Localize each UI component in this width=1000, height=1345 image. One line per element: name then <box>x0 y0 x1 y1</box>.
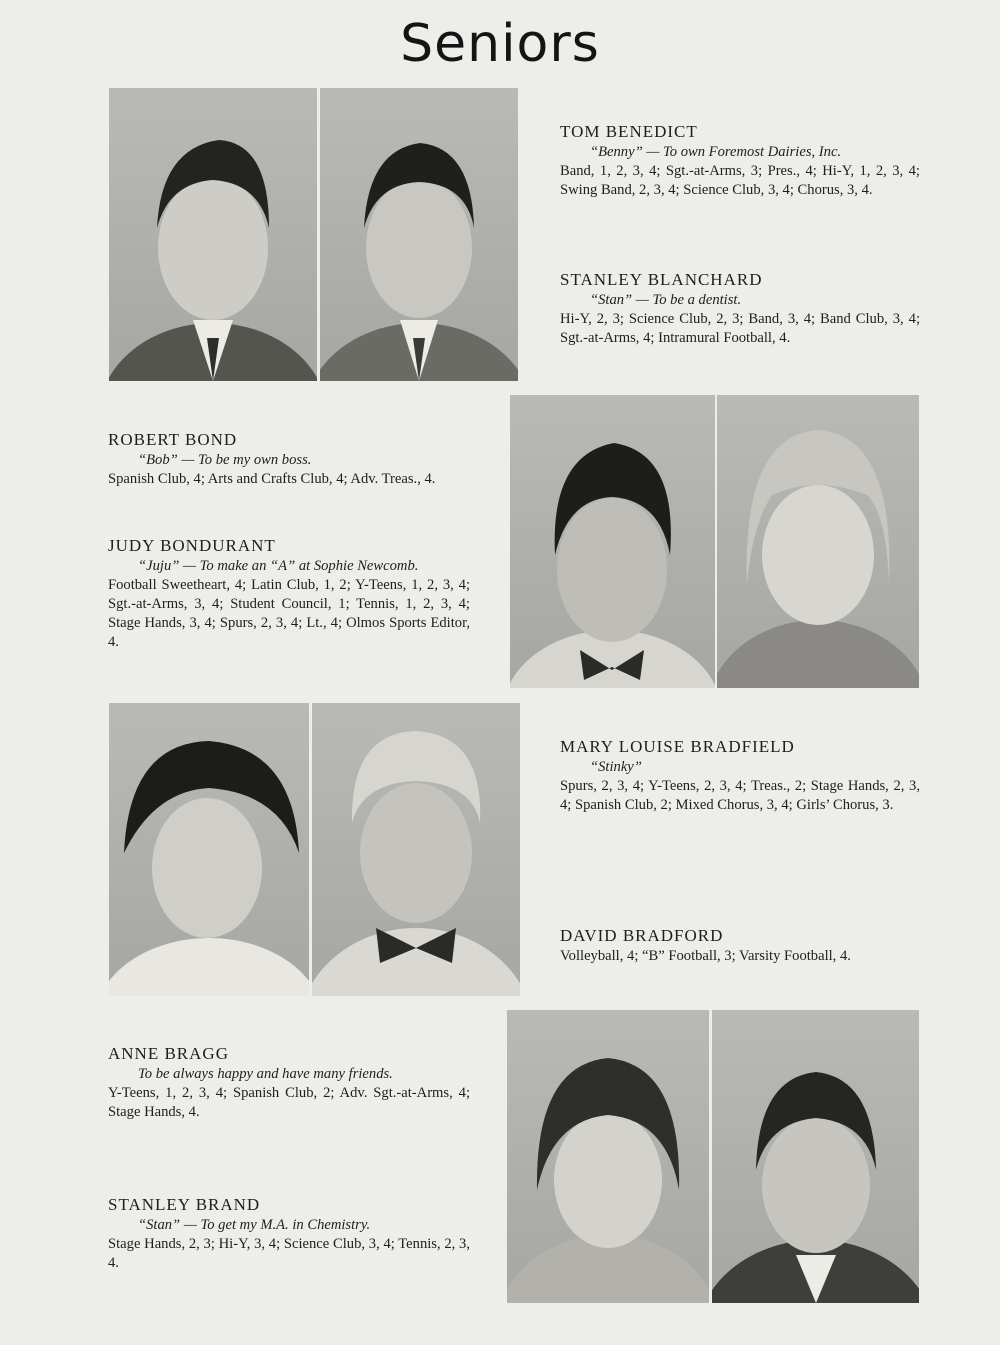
portrait-tom-benedict <box>109 88 317 381</box>
senior-quote: “Stan” — To be a dentist. <box>590 292 742 308</box>
senior-quote: “Benny” — To own Foremost Dairies, Inc. <box>590 144 842 160</box>
senior-activities: Spanish Club, 4; Arts and Crafts Club, 4; Adv. Treas., 4. <box>108 471 436 487</box>
portrait-robert-bond <box>510 395 715 688</box>
senior-activities: Band, 1, 2, 3, 4; Sgt.-at-Arms, 3; Pres., 4; Hi-Y, 1, 2, 3, 4; Swing Band, 2, 3, 4; Science Club, 3, 4; Chorus, 3, 4. <box>560 163 920 198</box>
senior-entry <box>108 1195 470 1273</box>
senior-activities: Volleyball, 4; “B” Football, 3; Varsity Football, 4. <box>560 948 851 964</box>
senior-quote: “Stinky” <box>590 759 642 775</box>
senior-activities: Football Sweetheart, 4; Latin Club, 1, 2; Y-Teens, 1, 2, 3, 4; Sgt.-at-Arms, 3, 4; Student Council, 1; Tennis, 1, 2, 3, 4; Stage Hands, 3, 4; Spurs, 2, 3, 4; Lt., 4; Olmos Sports Editor, 4. <box>108 577 470 650</box>
senior-entry <box>560 270 920 348</box>
senior-name: TOM BENEDICT <box>560 122 698 141</box>
senior-quote: To be always happy and have many friends. <box>138 1066 393 1082</box>
portrait-stanley-blanchard <box>320 88 518 381</box>
senior-quote: “Bob” — To be my own boss. <box>138 452 312 468</box>
senior-activities: Stage Hands, 2, 3; Hi-Y, 3, 4; Science Club, 3, 4; Tennis, 2, 3, 4. <box>108 1236 470 1271</box>
senior-activities: Y-Teens, 1, 2, 3, 4; Spanish Club, 2; Adv. Sgt.-at-Arms, 4; Stage Hands, 4. <box>108 1085 470 1120</box>
senior-activities: Hi-Y, 2, 3; Science Club, 2, 3; Band, 3, 4; Band Club, 3, 4; Sgt.-at-Arms, 4; Intramural Football, 4. <box>560 311 920 346</box>
senior-name: STANLEY BLANCHARD <box>560 270 763 289</box>
senior-name: STANLEY BRAND <box>108 1195 261 1214</box>
senior-entry <box>560 122 920 200</box>
senior-entry <box>108 536 470 652</box>
senior-entry <box>108 430 470 489</box>
page-title: Seniors <box>400 14 600 74</box>
senior-activities: Spurs, 2, 3, 4; Y-Teens, 2, 3, 4; Treas., 2; Stage Hands, 2, 3, 4; Spanish Club, 2; Mixed Chorus, 3, 4; Girls’ Chorus, 3. <box>560 778 920 813</box>
senior-quote: “Stan” — To get my M.A. in Chemistry. <box>138 1217 371 1233</box>
senior-name: JUDY BONDURANT <box>108 536 276 555</box>
senior-entry <box>560 926 920 966</box>
senior-name: ROBERT BOND <box>108 430 238 449</box>
portrait-stanley-brand <box>712 1010 919 1303</box>
portrait-david-bradford <box>312 703 520 996</box>
portrait-anne-bragg <box>507 1010 709 1303</box>
senior-entry <box>108 1044 470 1122</box>
senior-quote: “Juju” — To make an “A” at Sophie Newcomb. <box>138 558 419 574</box>
senior-entry <box>560 737 920 815</box>
portrait-mary-louise-bradfield <box>109 703 309 996</box>
senior-name: MARY LOUISE BRADFIELD <box>560 737 795 756</box>
senior-name: DAVID BRADFORD <box>560 926 724 945</box>
senior-name: ANNE BRAGG <box>108 1044 229 1063</box>
portrait-judy-bondurant <box>717 395 919 688</box>
